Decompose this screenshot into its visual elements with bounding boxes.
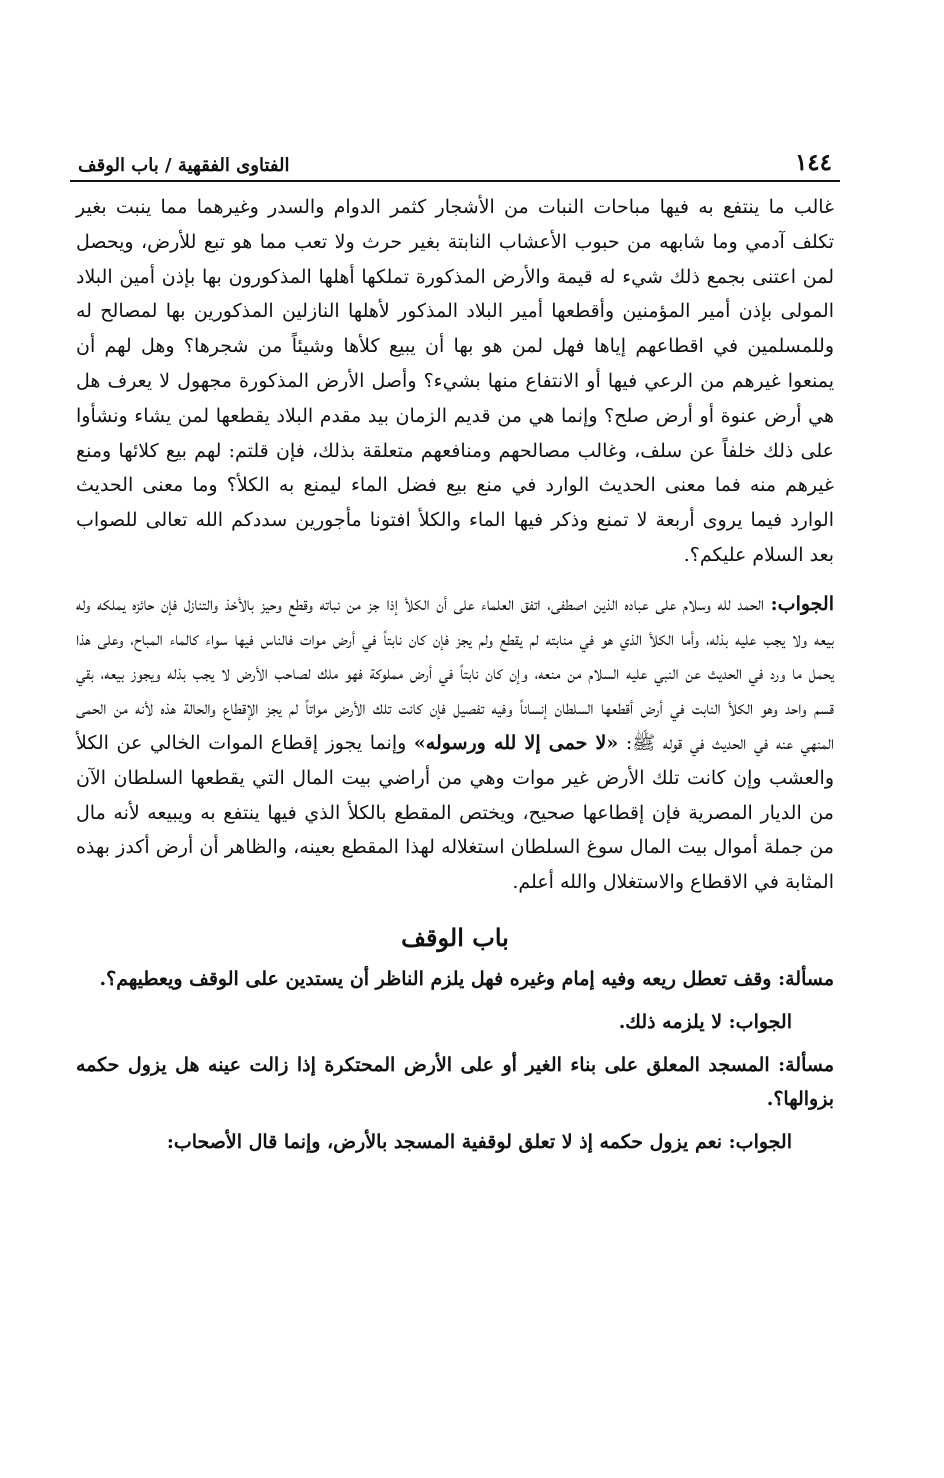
answer-3-label: الجواب: (728, 1131, 792, 1154)
running-title: الفتاوى الفقهية / باب الوقف (78, 155, 290, 176)
answer-2-text: لا يلزمه ذلك. (618, 1010, 729, 1033)
answer-2-label: الجواب: (728, 1010, 792, 1033)
page-header (70, 138, 840, 182)
question-2-text: وقف تعطل ريعه وفيه إمام وغيره فهل يلزم الناظر أن يستدين على الوقف ويعطيهم؟. (99, 967, 779, 990)
page-number: ١٤٤ (794, 149, 832, 176)
hadith-quote: «لا حمى إلا لله ورسوله» (413, 731, 619, 754)
answer-2 (70, 1005, 840, 1040)
question-2 (70, 962, 840, 997)
question-3 (70, 1048, 840, 1118)
book-page (70, 138, 840, 1168)
question-3-text: المسجد المعلق على بناء الغير أو على الأرض المحتكرة إذا زالت عينه هل يزول حكمه بزوالها؟. (76, 1053, 834, 1111)
answer-text-part1: الحمد لله وسلام على عباده الذين اصطفى، اتفق العلماء على أن الكلأ إذا جز من نباته وقطع وحيز بالأخذ والتنازل فإن حائزه يملكه وله بيعه ولا يجب عليه بذله، وأما الكلأ الذي هو في منابته لم يقطع ولم يجز فإن كان نابتاً في أرض موات فالناس فيها سواء كالماء المباح، وعلى هذا يحمل ما ورد في الحديث عن النبي عليه السلام من منعه، وإن كان نابتاً في أرض مملوكة فهو ملك لصاحب الأرض لا يجب بذله ويجوز بيعه، بقي قسم واحد وهو الكلأ النابت في أرض أقطعها السلطان إنساناً وفيه تفصيل فإن كانت تلك الأرض مواتاً لم يجز الإقطاع والحالة هذه لأنه من الحمى المنهي عنه في الحديث في قوله ﷺ: (76, 592, 834, 754)
question-2-label: مسألة: (778, 967, 834, 990)
answer-label: الجواب: (770, 592, 834, 615)
question-paragraph: غالب ما ينتفع به فيها مباحات النبات من الأشجار كثمر الدوام والسدر وغيرهما مما ينبت بغير تكلف آدمي وما شابهه من حبوب الأعشاب النابتة بغير حرث ولا تعب مما هو تبع للأرض، ويحصل لمن اعتنى بجمع ذلك شيء له قيمة والأرض المذكورة تملكها أهلها المذكورون بها بإذن أمين البلاد المولى بإذن أمير المؤمنين وأقطعها أمير البلاد المذكور لأهلها النازلين المذكورين بها لمصالح له وللمسلمين في اقطاعهم إياها فهل لمن هو بها أن يبيع كلأها وشيئاً من شجرها؟ وهل لهم أن يمنعوا غيرهم من الرعي فيها أو الانتفاع منها بشيء؟ وأصل الأرض المذكورة مجهول لا يعرف هل هي أرض عنوة أو أرض صلح؟ وإنما هي من قديم الزمان بيد مقدم البلاد يقطعها لمن يشاء ونشأوا على ذلك خلفاً عن سلف، وغالب مصالحهم ومنافعهم متعلقة بذلك، فإن قلتم: لهم بيع كلائها ومنع غيرهم منه فما معنى الحديث الوارد في منع بيع فضل الماء ليمنع به الكلأ؟ وما معنى الحديث الوارد فيما يروى أربعة لا تمنع وذكر فيها الماء والكلأ افتونا مأجورين سددكم الله تعالى للصواب بعد السلام عليكم؟. (76, 196, 834, 566)
answer-text-part2: وإنما يجوز إقطاع الموات الخالي عن الكلأ والعشب وإن كانت تلك الأرض غير موات وهي من أراضي بيت المال التي يقطعها السلطان الآن من الديار المصرية فإن إقطاعها صحيح، ويختص المقطع بالكلأ الذي فيها ينتفع به ويبيعه لأنه مال من جملة أموال بيت المال سوغ السلطان استغلاله لهذا المقطع بعينه، والظاهر أن أرض أكدز بهذه المثابة في الاقطاع والاستغلال والله أعلم. (76, 731, 834, 894)
answer-paragraph (70, 587, 840, 900)
answer-3-text: نعم يزول حكمه إذ لا تعلق لوقفية المسجد بالأرض، وإنما قال الأصحاب: (166, 1131, 729, 1154)
section-heading: باب الوقف (401, 922, 509, 952)
question-3-label: مسألة: (778, 1053, 834, 1076)
answer-3 (70, 1125, 840, 1160)
